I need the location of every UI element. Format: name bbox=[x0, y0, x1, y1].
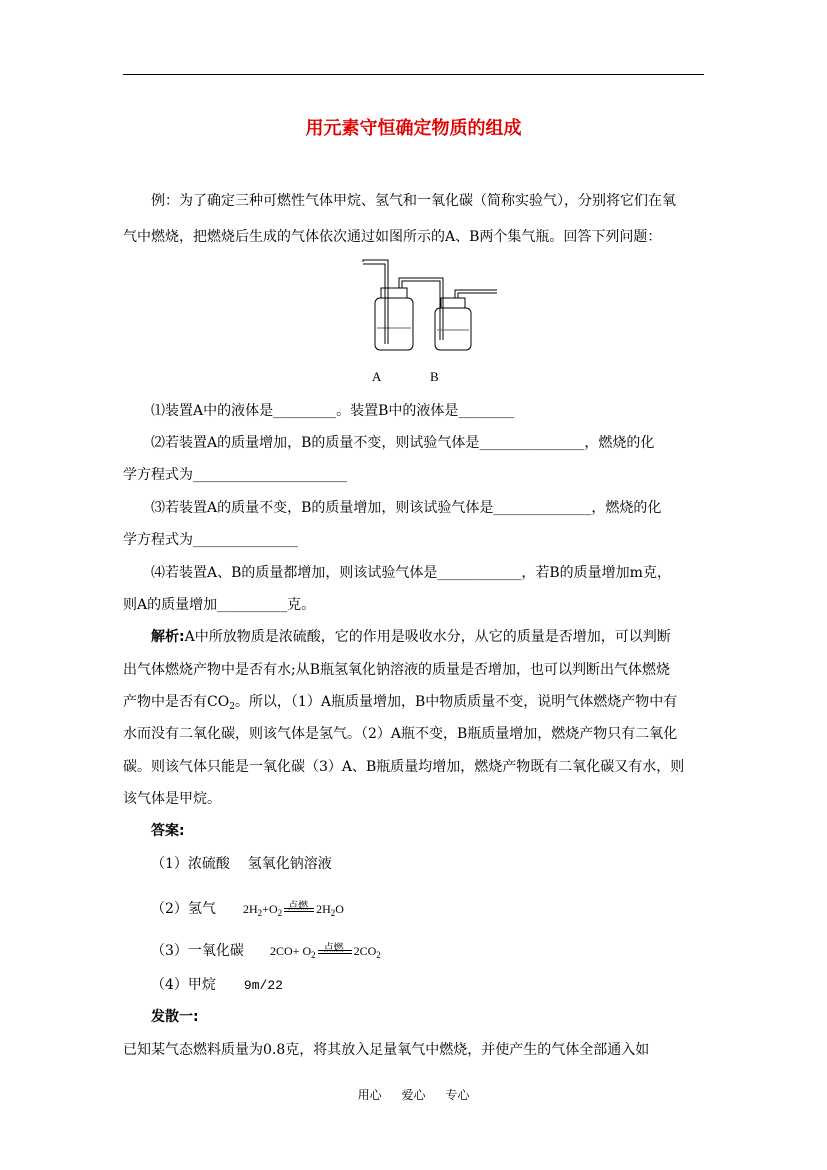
eq3-right-sub: 2 bbox=[376, 950, 381, 960]
question-4-line-2: 则A的质量增加__________克。 bbox=[123, 597, 316, 613]
analysis-line-5: 碳。则该气体只能是一氧化碳（3）A、B瓶质量均增加，燃烧产物既有二氧化碳又有水，则 bbox=[123, 759, 685, 775]
eq2-left-1: 2H bbox=[243, 902, 258, 916]
question-2-line-2: 学方程式为______________________ bbox=[123, 467, 347, 483]
gas-bottles-figure bbox=[355, 258, 505, 358]
analysis-line-4: 水而没有二氧化碳，则该气体是氢气。（2）A瓶不变，B瓶质量增加，燃烧产物只有二氧化 bbox=[123, 726, 678, 742]
figure-label-a: A bbox=[372, 369, 382, 384]
footer-text-2: 爱心 bbox=[401, 1088, 426, 1102]
equation-hydrogen bbox=[243, 902, 344, 918]
answer-4-text: 甲烷 bbox=[187, 977, 216, 993]
page-footer bbox=[0, 1086, 827, 1103]
extension-label: 发散一: bbox=[151, 1009, 199, 1025]
eq2-right-sub: 2 bbox=[330, 908, 336, 918]
question-2-line-1: ⑵若装置A的质量增加，B的质量不变，则试验气体是_______________，燃烧的化 bbox=[151, 435, 655, 451]
footer-text-3: 专心 bbox=[445, 1088, 470, 1102]
eq2-left-2: +O bbox=[262, 902, 278, 916]
analysis-line-1 bbox=[151, 628, 671, 646]
eq3-left-1: 2CO+ O bbox=[270, 944, 312, 958]
footer-text-1: 用心 bbox=[357, 1088, 382, 1102]
eq3-right: 2CO bbox=[353, 944, 377, 958]
answer-4-value: 9m/22 bbox=[243, 978, 283, 993]
extension-line-1: 已知某气态燃料质量为0.8克，将其放入足量氧气中燃烧，并使产生的气体全部通入如 bbox=[123, 1042, 650, 1058]
equation-carbon-monoxide bbox=[270, 944, 381, 960]
eq2-condition: 点燃 bbox=[288, 901, 309, 913]
answers-label: 答案: bbox=[151, 823, 185, 839]
answer-2-number: （2） bbox=[151, 901, 188, 917]
analysis-line-3 bbox=[123, 693, 677, 716]
analysis-text-1: A中所放物质是浓硫酸，它的作用是吸收水分，从它的质量是否增加，可以判断 bbox=[184, 629, 671, 645]
answer-1-number: （1） bbox=[151, 856, 188, 872]
intro-line-1: 例：为了确定三种可燃性气体甲烷、氢气和一氧化碳（简称实验气），分别将它们在氧 bbox=[151, 193, 676, 209]
co2-subscript: 2 bbox=[229, 702, 235, 712]
header-rule bbox=[123, 74, 704, 75]
analysis-text-3b: 。所以，（1）A瓶质量增加，B中物质质量不变，说明气体燃烧产物中有 bbox=[234, 694, 678, 710]
answer-2 bbox=[151, 900, 216, 918]
answer-4-number: （4） bbox=[151, 977, 188, 993]
analysis-text-3a: 产物中是否有CO bbox=[123, 694, 230, 710]
answer-3-number: （3） bbox=[151, 943, 188, 959]
question-3-line-1: ⑶若装置A的质量不变，B的质量增加，则该试验气体是______________，燃烧的化 bbox=[151, 500, 662, 516]
answer-3-text: 一氧化碳 bbox=[187, 943, 244, 959]
analysis-label: 解析: bbox=[151, 629, 185, 645]
answer-1 bbox=[151, 855, 332, 873]
figure-label-b: B bbox=[430, 369, 439, 384]
eq3-condition: 点燃 bbox=[323, 943, 344, 955]
intro-line-2: 气中燃烧，把燃烧后生成的气体依次通过如图所示的A、B两个集气瓶。回答下列问题： bbox=[123, 229, 662, 245]
question-1: ⑴装置A中的液体是_________。装置B中的液体是________ bbox=[151, 403, 515, 419]
eq3-left-sub: 2 bbox=[311, 950, 316, 960]
eq2-left-sub: 2 bbox=[257, 908, 263, 918]
answer-3 bbox=[151, 942, 244, 960]
answer-4 bbox=[151, 976, 283, 995]
eq2-right: 2H bbox=[316, 902, 331, 916]
question-4-line-1: ⑷若装置A、B的质量都增加，则该试验气体是____________，若B的质量增加m克， bbox=[151, 565, 671, 581]
page-title: 用元素守恒确定物质的组成 bbox=[305, 118, 522, 139]
question-3-line-2: 学方程式为_______________ bbox=[123, 532, 298, 548]
eq2-left-sub2: 2 bbox=[277, 908, 283, 918]
answer-2-text: 氢气 bbox=[187, 901, 216, 917]
answer-1-text: 浓硫酸 氢氧化钠溶液 bbox=[187, 856, 332, 872]
analysis-line-6: 该气体是甲烷。 bbox=[123, 791, 221, 807]
eq2-right-2: O bbox=[335, 902, 344, 916]
analysis-line-2: 出气体燃烧产物中是否有水;从B瓶氢氧化钠溶液的质量是否增加，也可以判断出气体燃烧 bbox=[123, 662, 671, 678]
